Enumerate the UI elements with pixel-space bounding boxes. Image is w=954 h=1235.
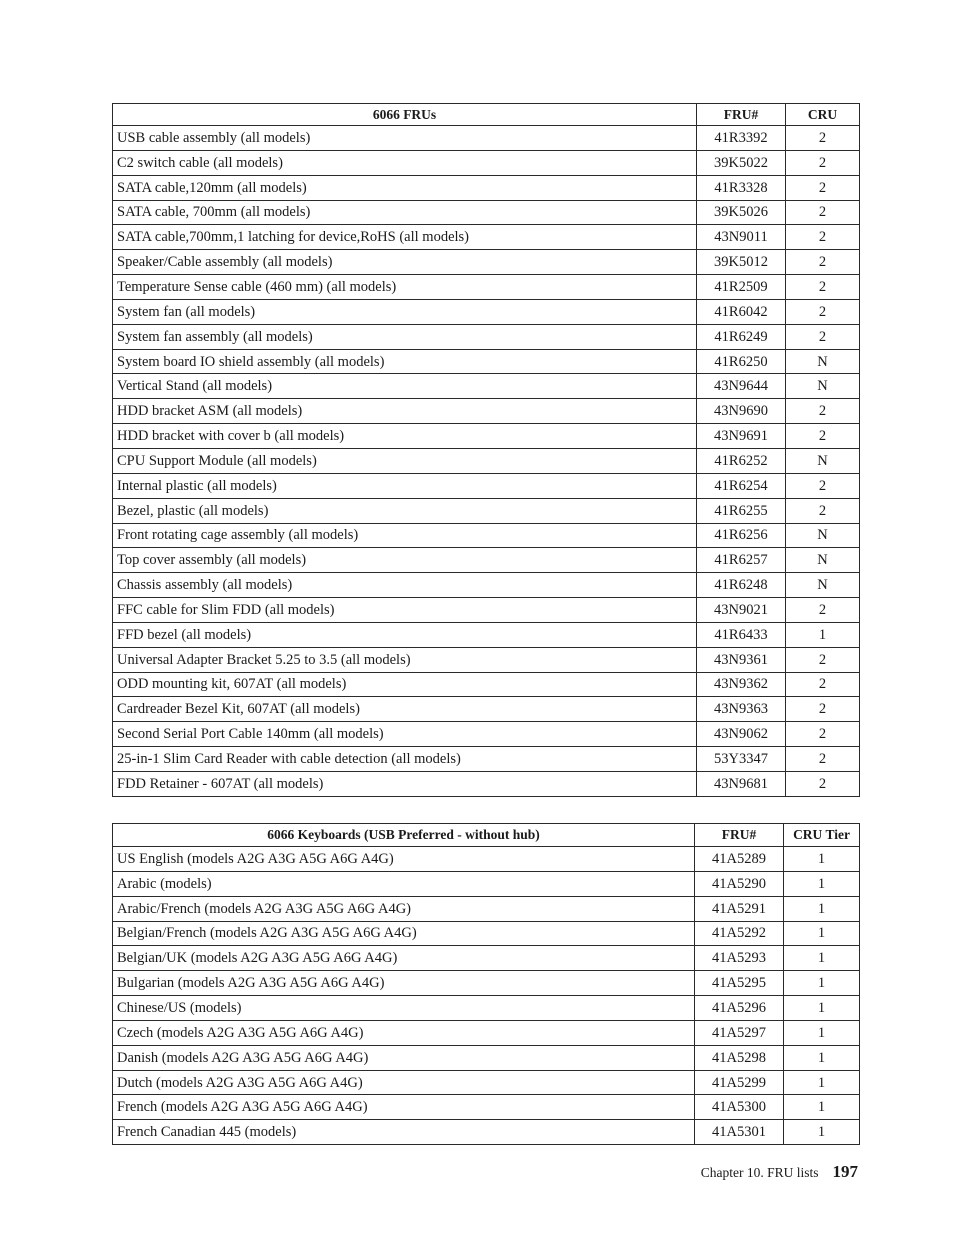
- cell-cru: N: [786, 548, 860, 573]
- table-row: [113, 647, 860, 672]
- cell-description: System fan (all models): [113, 299, 697, 324]
- cell-fru-number: 41R6042: [697, 299, 786, 324]
- cell-cru: 1: [784, 1020, 860, 1045]
- cell-description: SATA cable,700mm,1 latching for device,RoHS (all models): [113, 225, 697, 250]
- cell-cru: 1: [784, 1070, 860, 1095]
- column-header-cru-tier: CRU Tier: [784, 824, 860, 847]
- cell-cru: 1: [784, 971, 860, 996]
- cell-fru-number: 43N9690: [697, 399, 786, 424]
- cell-description: HDD bracket with cover b (all models): [113, 424, 697, 449]
- cell-cru: N: [786, 523, 860, 548]
- cell-cru: 1: [784, 996, 860, 1021]
- cell-cru: 1: [784, 946, 860, 971]
- table-header-row: [113, 824, 860, 847]
- cell-fru-number: 41A5297: [695, 1020, 784, 1045]
- table-row: [113, 523, 860, 548]
- table-row: [113, 573, 860, 598]
- table-row: [113, 921, 860, 946]
- cell-cru: 2: [786, 225, 860, 250]
- table-row: [113, 722, 860, 747]
- cell-cru: N: [786, 349, 860, 374]
- cell-description: USB cable assembly (all models): [113, 126, 697, 151]
- column-header-cru: CRU: [786, 104, 860, 126]
- cell-fru-number: 41A5290: [695, 871, 784, 896]
- table-row: [113, 622, 860, 647]
- cell-fru-number: 41A5292: [695, 921, 784, 946]
- table-row: [113, 424, 860, 449]
- cell-fru-number: 41R6255: [697, 498, 786, 523]
- table-row: [113, 126, 860, 151]
- table-row: [113, 150, 860, 175]
- cell-fru-number: 41A5289: [695, 847, 784, 872]
- cell-fru-number: 43N9361: [697, 647, 786, 672]
- cell-description: Chinese/US (models): [113, 996, 695, 1021]
- table-row: [113, 1070, 860, 1095]
- table-row: [113, 871, 860, 896]
- table-row: [113, 896, 860, 921]
- cell-cru: 1: [786, 622, 860, 647]
- column-header-fru: FRU#: [697, 104, 786, 126]
- cell-fru-number: 41R6257: [697, 548, 786, 573]
- cell-cru: 1: [784, 1095, 860, 1120]
- cell-description: French Canadian 445 (models): [113, 1120, 695, 1145]
- table-row: [113, 971, 860, 996]
- cell-fru-number: 39K5022: [697, 150, 786, 175]
- fru-table-body: [113, 126, 860, 797]
- cell-fru-number: 43N9363: [697, 697, 786, 722]
- cell-description: SATA cable,120mm (all models): [113, 175, 697, 200]
- cell-cru: 2: [786, 150, 860, 175]
- cell-description: Belgian/UK (models A2G A3G A5G A6G A4G): [113, 946, 695, 971]
- table-row: [113, 374, 860, 399]
- table-row: [113, 448, 860, 473]
- cell-fru-number: 41R6252: [697, 448, 786, 473]
- table-row: [113, 771, 860, 796]
- table-row: [113, 225, 860, 250]
- cell-fru-number: 41R2509: [697, 275, 786, 300]
- keyboard-table: [112, 823, 860, 1145]
- cell-fru-number: 43N9021: [697, 598, 786, 623]
- cell-description: French (models A2G A3G A5G A6G A4G): [113, 1095, 695, 1120]
- cell-fru-number: 41R3328: [697, 175, 786, 200]
- cell-fru-number: 43N9644: [697, 374, 786, 399]
- cell-description: Arabic/French (models A2G A3G A5G A6G A4G): [113, 896, 695, 921]
- cell-cru: 2: [786, 200, 860, 225]
- cell-description: Temperature Sense cable (460 mm) (all models): [113, 275, 697, 300]
- table-row: [113, 747, 860, 772]
- keyboard-table-body: [113, 847, 860, 1145]
- cell-cru: 1: [784, 847, 860, 872]
- cell-description: Second Serial Port Cable 140mm (all models): [113, 722, 697, 747]
- cell-description: FFC cable for Slim FDD (all models): [113, 598, 697, 623]
- cell-cru: N: [786, 374, 860, 399]
- cell-description: CPU Support Module (all models): [113, 448, 697, 473]
- cell-description: Front rotating cage assembly (all models): [113, 523, 697, 548]
- table-row: [113, 250, 860, 275]
- column-header-fru: FRU#: [695, 824, 784, 847]
- chapter-title: Chapter 10. FRU lists: [700, 1165, 819, 1180]
- cell-cru: 2: [786, 672, 860, 697]
- cell-description: Speaker/Cable assembly (all models): [113, 250, 697, 275]
- column-header-description: 6066 FRUs: [113, 104, 697, 126]
- table-row: [113, 349, 860, 374]
- table-row: [113, 1095, 860, 1120]
- cell-description: Cardreader Bezel Kit, 607AT (all models): [113, 697, 697, 722]
- cell-description: Vertical Stand (all models): [113, 374, 697, 399]
- cell-cru: 1: [784, 896, 860, 921]
- cell-fru-number: 43N9011: [697, 225, 786, 250]
- cell-description: Chassis assembly (all models): [113, 573, 697, 598]
- table-row: [113, 399, 860, 424]
- cell-description: System fan assembly (all models): [113, 324, 697, 349]
- cell-cru: 1: [784, 921, 860, 946]
- cell-fru-number: 41A5299: [695, 1070, 784, 1095]
- cell-description: Universal Adapter Bracket 5.25 to 3.5 (all models): [113, 647, 697, 672]
- cell-description: Top cover assembly (all models): [113, 548, 697, 573]
- cell-cru: 2: [786, 697, 860, 722]
- cell-description: 25-in-1 Slim Card Reader with cable detection (all models): [113, 747, 697, 772]
- cell-fru-number: 39K5026: [697, 200, 786, 225]
- cell-description: Bezel, plastic (all models): [113, 498, 697, 523]
- cell-fru-number: 41A5291: [695, 896, 784, 921]
- table-row: [113, 598, 860, 623]
- table-row: [113, 697, 860, 722]
- table-row: [113, 275, 860, 300]
- cell-cru: 2: [786, 498, 860, 523]
- table-row: [113, 1120, 860, 1145]
- cell-fru-number: 41R6433: [697, 622, 786, 647]
- table-row: [113, 946, 860, 971]
- cell-description: Arabic (models): [113, 871, 695, 896]
- cell-cru: 2: [786, 275, 860, 300]
- table-row: [113, 996, 860, 1021]
- cell-description: ODD mounting kit, 607AT (all models): [113, 672, 697, 697]
- table-row: [113, 1020, 860, 1045]
- cell-cru: 1: [784, 1120, 860, 1145]
- table-row: [113, 175, 860, 200]
- cell-fru-number: 41A5298: [695, 1045, 784, 1070]
- cell-description: System board IO shield assembly (all models): [113, 349, 697, 374]
- cell-fru-number: 43N9062: [697, 722, 786, 747]
- table-row: [113, 548, 860, 573]
- cell-fru-number: 41A5301: [695, 1120, 784, 1145]
- cell-description: Dutch (models A2G A3G A5G A6G A4G): [113, 1070, 695, 1095]
- cell-cru: 2: [786, 722, 860, 747]
- cell-cru: 2: [786, 175, 860, 200]
- cell-fru-number: 43N9681: [697, 771, 786, 796]
- table-header-row: [113, 104, 860, 126]
- cell-cru: 1: [784, 871, 860, 896]
- cell-fru-number: 41A5293: [695, 946, 784, 971]
- cell-fru-number: 43N9691: [697, 424, 786, 449]
- cell-description: Danish (models A2G A3G A5G A6G A4G): [113, 1045, 695, 1070]
- cell-fru-number: 41R3392: [697, 126, 786, 151]
- cell-cru: 2: [786, 647, 860, 672]
- cell-cru: 2: [786, 126, 860, 151]
- cell-cru: N: [786, 573, 860, 598]
- table-row: [113, 847, 860, 872]
- cell-cru: 2: [786, 473, 860, 498]
- table-row: [113, 299, 860, 324]
- cell-description: Belgian/French (models A2G A3G A5G A6G A4G): [113, 921, 695, 946]
- cell-description: HDD bracket ASM (all models): [113, 399, 697, 424]
- fru-table: [112, 103, 860, 797]
- cell-cru: 2: [786, 324, 860, 349]
- table-row: [113, 473, 860, 498]
- cell-description: C2 switch cable (all models): [113, 150, 697, 175]
- cell-cru: 2: [786, 598, 860, 623]
- table-row: [113, 324, 860, 349]
- page-footer: [701, 1162, 858, 1182]
- cell-cru: 2: [786, 250, 860, 275]
- cell-cru: N: [786, 448, 860, 473]
- cell-cru: 2: [786, 771, 860, 796]
- cell-fru-number: 41R6254: [697, 473, 786, 498]
- table-row: [113, 498, 860, 523]
- cell-description: FFD bezel (all models): [113, 622, 697, 647]
- cell-cru: 2: [786, 424, 860, 449]
- table-row: [113, 1045, 860, 1070]
- cell-fru-number: 43N9362: [697, 672, 786, 697]
- column-header-description: 6066 Keyboards (USB Preferred - without hub): [113, 824, 695, 847]
- cell-description: SATA cable, 700mm (all models): [113, 200, 697, 225]
- table-row: [113, 672, 860, 697]
- cell-fru-number: 41A5296: [695, 996, 784, 1021]
- cell-cru: 1: [784, 1045, 860, 1070]
- table-row: [113, 200, 860, 225]
- cell-cru: 2: [786, 747, 860, 772]
- cell-cru: 2: [786, 399, 860, 424]
- cell-cru: 2: [786, 299, 860, 324]
- cell-fru-number: 53Y3347: [697, 747, 786, 772]
- cell-fru-number: 41A5300: [695, 1095, 784, 1120]
- page-number: 197: [832, 1162, 858, 1181]
- cell-fru-number: 41R6248: [697, 573, 786, 598]
- cell-description: FDD Retainer - 607AT (all models): [113, 771, 697, 796]
- cell-fru-number: 41A5295: [695, 971, 784, 996]
- cell-description: US English (models A2G A3G A5G A6G A4G): [113, 847, 695, 872]
- cell-description: Czech (models A2G A3G A5G A6G A4G): [113, 1020, 695, 1045]
- cell-description: Internal plastic (all models): [113, 473, 697, 498]
- cell-fru-number: 41R6249: [697, 324, 786, 349]
- cell-fru-number: 41R6250: [697, 349, 786, 374]
- cell-fru-number: 39K5012: [697, 250, 786, 275]
- cell-fru-number: 41R6256: [697, 523, 786, 548]
- cell-description: Bulgarian (models A2G A3G A5G A6G A4G): [113, 971, 695, 996]
